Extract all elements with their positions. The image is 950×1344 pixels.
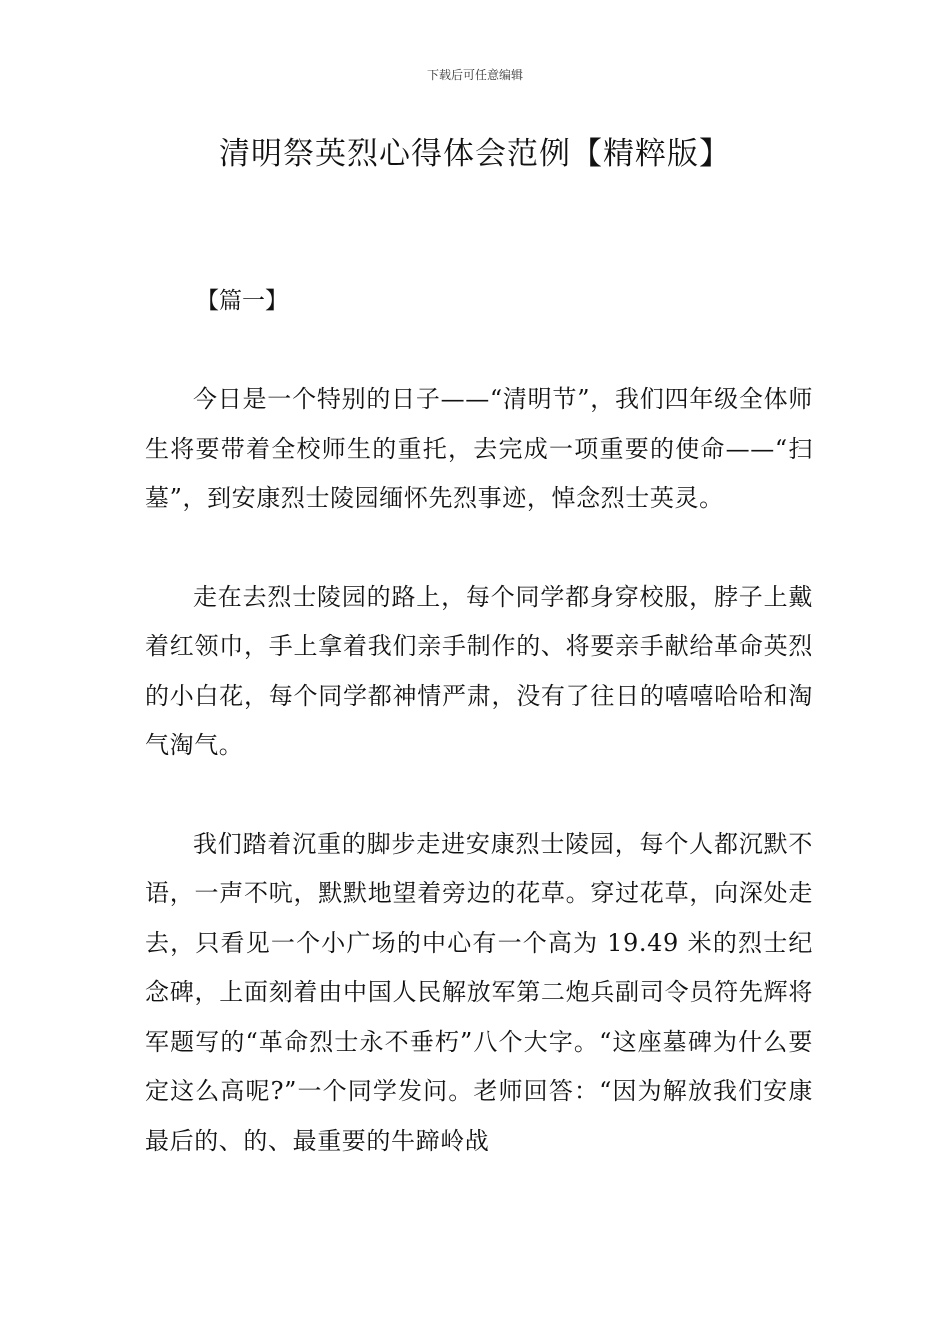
paragraph-1: 今日是一个特别的日子——“清明节”，我们四年级全体师生将要带着全校师生的重托，去完成一项重要的使命——“扫墓”，到安康烈士陵园缅怀先烈事迹，悼念烈士英灵。: [145, 385, 813, 512]
section-heading: 【篇一】: [196, 288, 288, 314]
paragraph-3: 我们踏着沉重的脚步走进安康烈士陵园，每个人都沉默不语，一声不吭，默默地望着旁边的花草。穿过花草，向深处走去，只看见一个小广场的中心有一个高为 19.49 米的烈士纪念碑，上面刻着由中国人民解放军第二炮兵副司令员符先辉将军题写的“革命烈士永不垂朽”八个大字。“这座墓碑为什么要定这么高呢?”一个同学发问。老师回答：“因为解放我们安康最后的、的、最重要的牛蹄岭战: [145, 829, 813, 1155]
document-title: 清明祭英烈心得体会范例【精粹版】: [219, 136, 731, 172]
paragraph-2: 走在去烈士陵园的路上，每个同学都身穿校服，脖子上戴着红领巾，手上拿着我们亲手制作的、将要亲手献给革命英烈的小白花，每个同学都神情严肃，没有了往日的嘻嘻哈哈和淘气淘气。: [145, 582, 813, 759]
header-note: 下载后可任意编辑: [426, 68, 523, 82]
body-text: [145, 375, 813, 1215]
